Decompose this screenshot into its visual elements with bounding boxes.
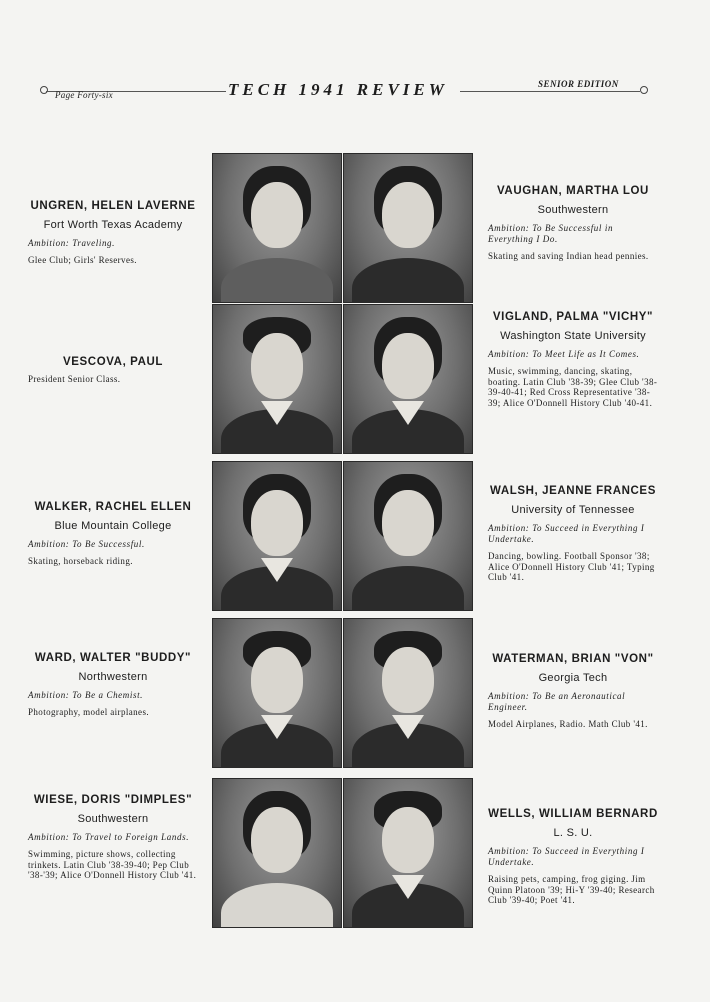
senior-photo-ward [212, 618, 342, 768]
student-ambition: Ambition: To Be a Chemist. [28, 690, 144, 700]
student-ambition: Ambition: To Meet Life as It Comes. [488, 349, 640, 359]
senior-photo-wiese [212, 778, 342, 928]
header-rule-right [460, 91, 640, 92]
senior-entry-waterman [488, 653, 658, 730]
student-school: Georgia Tech [538, 672, 608, 684]
student-school: Blue Mountain College [54, 520, 172, 532]
senior-photo-wells [343, 778, 473, 928]
student-name: WALSH, JEANNE FRANCES [490, 485, 656, 497]
senior-photo-vigland [343, 304, 473, 454]
student-ambition: Ambition: To Travel to Foreign Lands. [28, 832, 190, 842]
header-ornament-left [40, 86, 48, 94]
student-name: VAUGHAN, MARTHA LOU [497, 185, 649, 197]
student-activities: Dancing, bowling. Football Sponsor '38; Alice O'Donnell History Club '41; Typing Club '41. [488, 551, 655, 582]
senior-photo-vaughan [343, 153, 473, 303]
student-name: UNGREN, HELEN LAVERNE [30, 200, 196, 212]
student-activities: Skating and saving Indian head pennies. [488, 251, 649, 261]
student-activities: Glee Club; Girls' Reserves. [28, 255, 137, 265]
senior-entry-wells [488, 808, 658, 906]
student-name: VESCOVA, PAUL [62, 356, 164, 368]
student-ambition: Ambition: To Be Successful. [28, 539, 145, 549]
senior-photo-vescova [212, 304, 342, 454]
student-school: Washington State University [500, 330, 646, 342]
student-name: WIESE, DORIS "DIMPLES" [33, 794, 193, 806]
page-title: TECH 1941 REVIEW [228, 80, 448, 99]
student-name: WALKER, RACHEL ELLEN [34, 501, 192, 513]
student-school: University of Tennessee [511, 504, 635, 516]
senior-entry-walsh [488, 485, 658, 583]
senior-entry-vescova [28, 356, 198, 385]
student-activities: Raising pets, camping, frog giging. Jim Quinn Platoon '39; Hi-Y '39-40; Research Club '39-40; Poet '41. [488, 874, 655, 905]
student-activities: Model Airplanes, Radio. Math Club '41. [488, 719, 648, 729]
senior-entry-walker [28, 501, 198, 567]
student-name: WARD, WALTER "BUDDY" [34, 652, 192, 664]
senior-photo-ungren [212, 153, 342, 303]
student-name: WELLS, WILLIAM BERNARD [488, 808, 658, 820]
senior-photo-waterman [343, 618, 473, 768]
senior-photo-walsh [343, 461, 473, 611]
student-name: VIGLAND, PALMA "VICHY" [492, 311, 654, 323]
senior-entry-ungren [28, 200, 198, 266]
student-school: Northwestern [78, 671, 148, 683]
student-school: Southwestern [537, 204, 609, 216]
student-name: WATERMAN, BRIAN "VON" [492, 653, 654, 665]
student-ambition: Ambition: To Be an Aeronautical Engineer. [488, 691, 626, 712]
senior-entry-ward [28, 652, 198, 718]
page-number: Page Forty-six [55, 90, 113, 100]
student-ambition: Ambition: To Succeed in Everything I Undertake. [488, 846, 645, 867]
student-ambition: Ambition: To Be Successful in Everything I Do. [488, 223, 614, 244]
student-school: Southwestern [77, 813, 149, 825]
senior-entry-vaughan [488, 185, 658, 262]
student-activities: Photography, model airplanes. [28, 707, 149, 717]
student-ambition: Ambition: Traveling. [28, 238, 115, 248]
senior-photo-walker [212, 461, 342, 611]
student-activities: Skating, horseback riding. [28, 556, 133, 566]
student-activities: Swimming, picture shows, collecting trinkets. Latin Club '38-39-40; Pep Club '38-'39; Alice O'Donnell History Club '41. [28, 849, 197, 880]
edition-label: SENIOR EDITION [538, 79, 619, 89]
student-school: Fort Worth Texas Academy [43, 219, 183, 231]
senior-entry-vigland [488, 311, 658, 408]
student-activities: Music, swimming, dancing, skating, boating. Latin Club '38-39; Glee Club '38-39-40-41; Red Cross Representative '38-39; Alice O'Donnell History Club '40-41. [488, 366, 658, 408]
senior-entry-wiese [28, 794, 198, 881]
student-ambition: Ambition: To Succeed in Everything I Undertake. [488, 523, 645, 544]
student-activities: President Senior Class. [28, 374, 121, 384]
header-ornament-right [640, 86, 648, 94]
student-school: L. S. U. [553, 827, 593, 839]
